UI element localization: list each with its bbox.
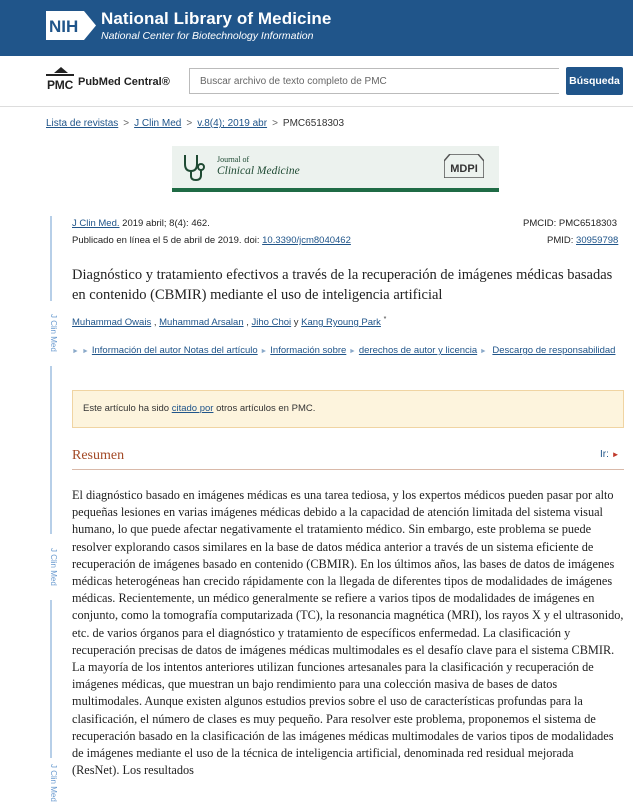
breadcrumb-issue[interactable]: v.8(4); 2019 abr: [197, 118, 268, 129]
author-link[interactable]: Kang Ryoung Park: [301, 317, 381, 329]
side-label: J Clin Med: [49, 314, 58, 352]
pmc-logo[interactable]: [46, 72, 171, 94]
article-info-links: [72, 341, 622, 361]
author-list: Muhammad Owais , Muhammad Arsalan , Jiho Choi y Kang Ryoung Park *: [72, 316, 387, 329]
author-link[interactable]: Muhammad Arsalan: [159, 317, 244, 329]
expand-triangle-icon: ►: [81, 348, 89, 355]
copyright-info-link[interactable]: Información sobre: [270, 345, 347, 356]
pmid-label: PMID:: [547, 235, 574, 246]
breadcrumb-current: PMC6518303: [282, 118, 345, 129]
expand-triangle-icon: ►: [479, 348, 487, 355]
side-line: [50, 216, 52, 301]
nih-header: [0, 0, 633, 56]
pmc-logo-box: PMC: [46, 74, 74, 92]
side-label: J Clin Med: [49, 763, 58, 802]
author-link[interactable]: Muhammad Owais: [72, 317, 152, 329]
pmid-line: [547, 235, 618, 246]
pmc-roof-icon: [54, 67, 68, 73]
nih-logo-text: NIH: [49, 17, 79, 36]
pmc-logo-name: PubMed Central®: [78, 76, 170, 88]
cited-by-box: [72, 390, 624, 428]
journal-banner[interactable]: [172, 146, 499, 192]
corresponding-author-mark: *: [383, 316, 387, 323]
stethoscope-icon: [180, 152, 208, 182]
disclaimer-link[interactable]: Descargo de responsabilidad: [492, 345, 616, 356]
abstract-heading: Resumen: [72, 448, 125, 463]
breadcrumb-journal[interactable]: J Clin Med: [134, 118, 182, 129]
pmcid: PMCID: PMC6518303: [523, 218, 617, 229]
expand-triangle-icon: ►: [72, 348, 79, 355]
expand-triangle-icon: ►: [260, 348, 268, 355]
mdpi-logo: [444, 154, 484, 178]
article-title: Diagnóstico y tratamiento efectivos a través de la recuperación de imágenes médicas basadas en contenido (CBMIR) mediante el uso de inteligencia artificial: [72, 267, 613, 303]
author-info-link[interactable]: Información del autor Notas del artículo: [91, 345, 258, 356]
breadcrumb: [46, 118, 344, 129]
cited-by-link[interactable]: citado por: [171, 403, 214, 414]
citation-text: 2019 abril; 8(4): 462.: [122, 218, 210, 229]
published-text: Publicado en línea el 5 de abril de 2019. doi:: [72, 235, 260, 246]
goto-label: Ir:: [600, 449, 609, 460]
author-link[interactable]: Jiho Choi: [251, 317, 292, 329]
doi-link[interactable]: 10.3390/jcm8040462: [262, 235, 351, 246]
breadcrumb-sep: >: [272, 118, 278, 129]
journal-of-label: Journal of: [217, 155, 250, 164]
search-button[interactable]: Búsqueda: [566, 67, 623, 95]
heading-divider: [72, 469, 624, 470]
citation-line: [72, 218, 210, 229]
breadcrumb-sep: >: [123, 118, 130, 129]
cited-after: otros artículos en PMC.: [216, 403, 316, 414]
cited-before: Este artículo ha sido: [83, 403, 170, 414]
breadcrumb-journal-list[interactable]: Lista de revistas: [46, 118, 119, 129]
mdpi-logo-text: MDPI: [450, 163, 478, 175]
license-link[interactable]: derechos de autor y licencia: [358, 345, 478, 356]
breadcrumb-sep: >: [186, 118, 193, 129]
author-conjunction: y: [293, 317, 299, 329]
journal-name: Clinical Medicine: [217, 165, 300, 177]
search-input[interactable]: Buscar archivo de texto completo de PMC: [189, 68, 559, 94]
side-line: [50, 366, 52, 534]
nih-logo[interactable]: [46, 11, 96, 40]
pmid-link[interactable]: 30959798: [576, 235, 619, 246]
side-label: J Clin Med: [49, 548, 58, 586]
published-line: [72, 235, 351, 246]
side-line: [50, 600, 52, 758]
nih-subtitle: National Center for Biotechnology Information: [101, 30, 314, 42]
abstract-text: El diagnóstico basado en imágenes médicas es una tarea tediosa, y los expertos médicos pueden pasar por alto pequeñas lesiones en varias imágenes médicas debido a la capacidad de atención limitada del sistema visual humano, lo que puede afectar negativamente el tratamiento médico. Sin embargo, este problema se puede resolver explorando casos similares en la base de datos médica anterior a través de un sistema eficiente de recuperación de imágenes basado en contenido (CBMIR). En los últimos años, las bases de datos de imágenes médicas heterogéneas han crecido rápidamente con la llegada de diferentes tipos de modalidades de imágenes médicas. Recientemente, un médico generalmente se refiere a varios tipos de modalidades de imágenes en conjunto, como la tomografía computarizada (TC), la resonancia magnética (MRI), los rayos X y el ultrasonido, etc. de varios órganos para el diagnóstico y tratamiento de específicos enfermedad. La clasificación y recuperación precisas de datos de imágenes médicas multimodales es el desafío clave para el sistema CBMIR. La mayoría de los intentos anteriores utilizan funciones artesanales para la clasificación y recuperación de imágenes médicas, que muestran un bajo rendimiento para una colección masiva de bases de datos multimodales. Aunque existen algunos estudios previos sobre el uso de características profundas para la clasificación, el número de clases es muy pequeño. Para resolver este problema, proponemos el sistema de recuperación basado en la clasificación de las imágenes médicas multimodales de varios tipos de modalidades de imágenes mediante el uso de la técnica de inteligencia artificial, denominada red residual mejorada (ResNet). Los resultados: [72, 488, 624, 778]
nih-title[interactable]: National Library of Medicine: [101, 9, 332, 28]
expand-triangle-icon: ►: [348, 348, 356, 355]
goto-arrow-icon: ►: [611, 450, 620, 459]
goto-menu[interactable]: [600, 449, 620, 460]
journal-link[interactable]: J Clin Med.: [72, 218, 120, 229]
